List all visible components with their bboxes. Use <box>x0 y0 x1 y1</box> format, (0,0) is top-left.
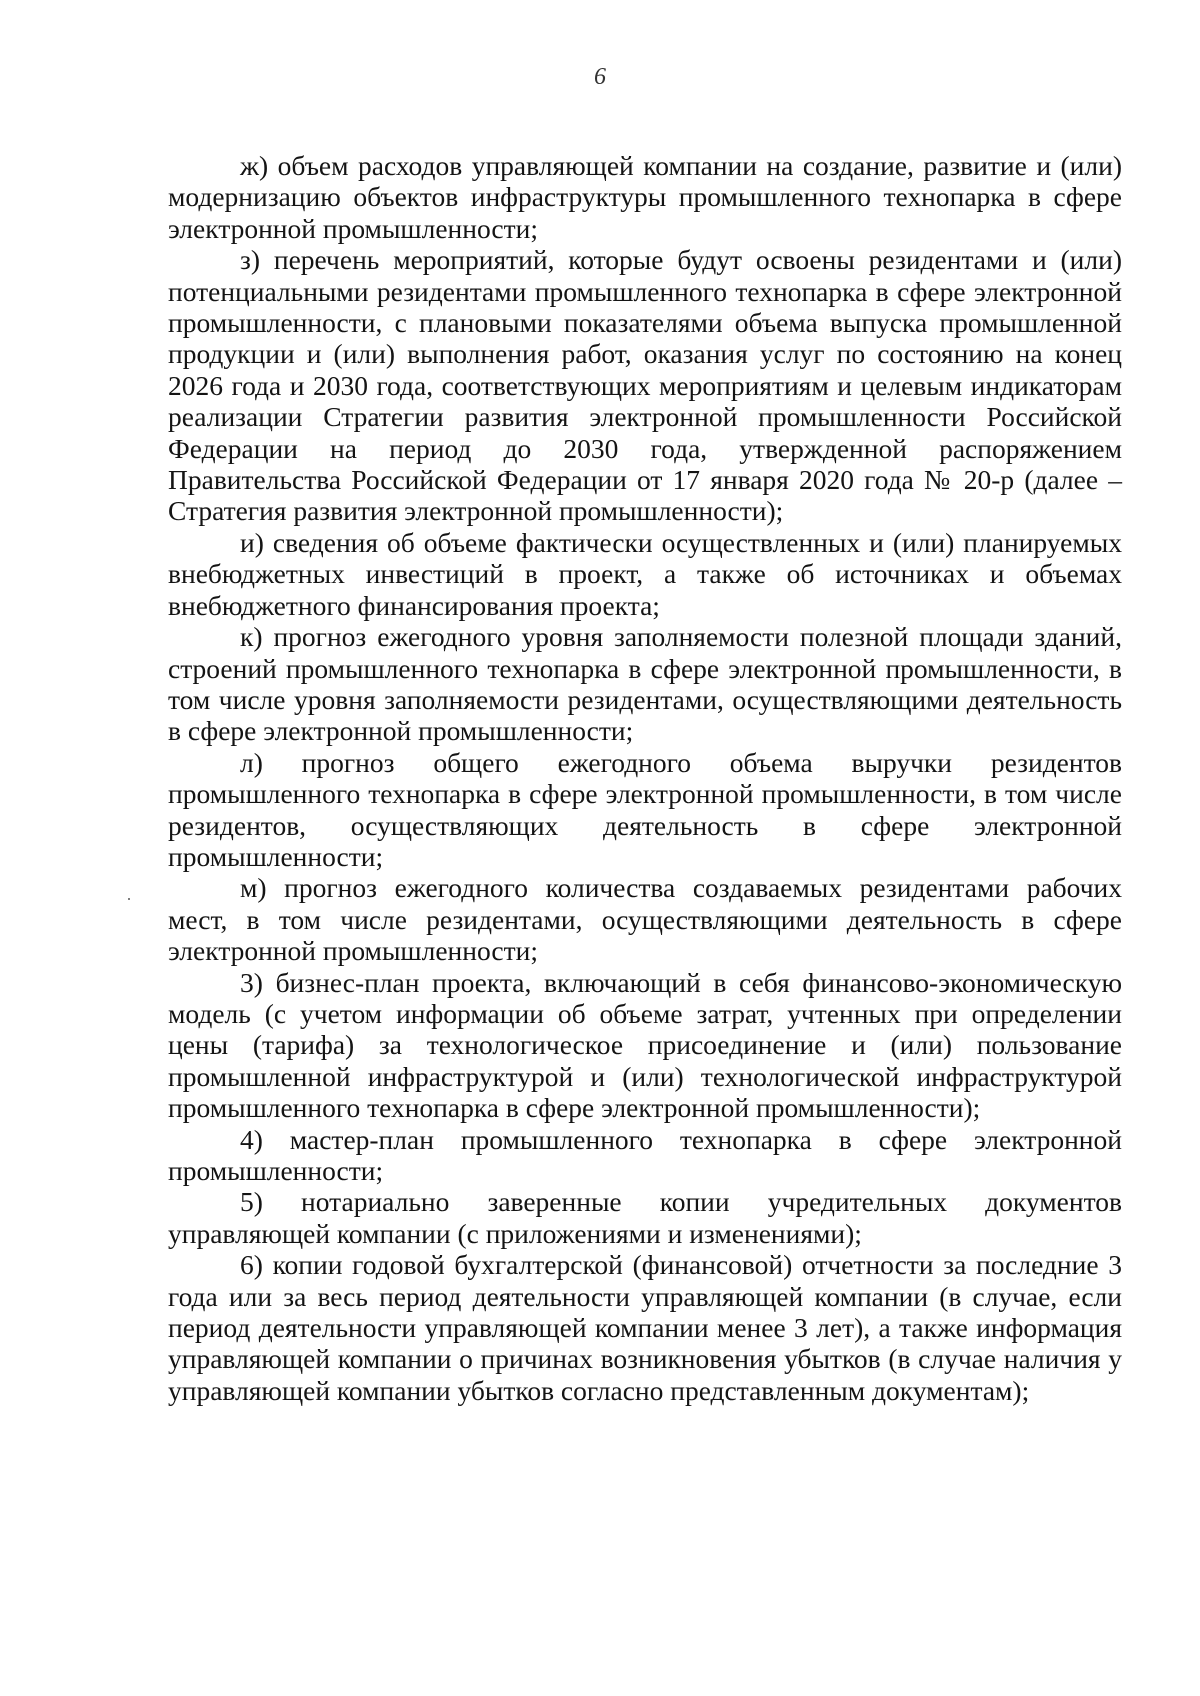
paragraph-k: к) прогноз ежегодного уровня заполняемости полезной площади зданий, строений промышленного технопарка в сфере электронной промышленности, в том числе уровня заполняемости резидентами, осуществляющими деятельность в сфере электронной промышленности; <box>168 621 1122 747</box>
paragraph-m: м) прогноз ежегодного количества создаваемых резидентами рабочих мест, в том числе резидентами, осуществляющими деятельность в сфере электронной промышленности; <box>168 872 1122 967</box>
paragraph-4: 4) мастер-план промышленного технопарка в сфере электронной промышленности; <box>168 1123 1122 1186</box>
page-number: 6 <box>594 64 606 90</box>
paragraph-3: 3) бизнес-план проекта, включающий в себя финансово-экономическую модель (с учетом информации об объеме затрат, учтенных при определении цены (тарифа) за технологическое присоединение и (или) пользование промышленной инфраструктурой и (или) технологической инфраструктурой промышленного технопарка в сфере электронной промышленности); <box>168 966 1122 1124</box>
paragraph-zh: ж) объем расходов управляющей компании на создание, развитие и (или) модернизацию объектов инфраструктуры промышленного технопарка в сфере электронной промышленности; <box>168 150 1122 244</box>
scan-speck <box>128 898 130 900</box>
paragraph-6: 6) копии годовой бухгалтерской (финансовой) отчетности за последние 3 года или за весь период деятельности управляющей компании (в случае, если период деятельности управляющей компании менее 3 лет), а также информация управляющей компании о причинах возникновения убытков (в случае наличия у управляющей компании убытков согласно представленным документам); <box>168 1249 1122 1406</box>
paragraph-z: з) перечень мероприятий, которые будут освоены резидентами и (или) потенциальными резидентами промышленного технопарка в сфере электронной промышленности, с плановыми показателями объема выпуска промышленной продукции и (или) выполнения работ, оказания услуг по состоянию на конец 2026 года и 2030 года, соответствующих мероприятиям и целевым индикаторам реализации Стратегии развития электронной промышленности Российской Федерации на период до 2030 года, утвержденной распоряжением Правительства Российской Федерации от 17 января 2020 года № 20-р (далее – Стратегия развития электронной промышленности); <box>168 244 1122 527</box>
paragraph-5: 5) нотариально заверенные копии учредительных документов управляющей компании (с приложениями и изменениями); <box>168 1186 1122 1249</box>
document-body <box>168 150 1122 1406</box>
paragraph-i: и) сведения об объеме фактически осуществленных и (или) планируемых внебюджетных инвестиций в проект, а также об источниках и объемах внебюджетного финансирования проекта; <box>168 526 1122 621</box>
paragraph-l: л) прогноз общего ежегодного объема выручки резидентов промышленного технопарка в сфере электронной промышленности, в том числе резидентов, осуществляющих деятельность в сфере электронной промышленности; <box>168 746 1122 872</box>
